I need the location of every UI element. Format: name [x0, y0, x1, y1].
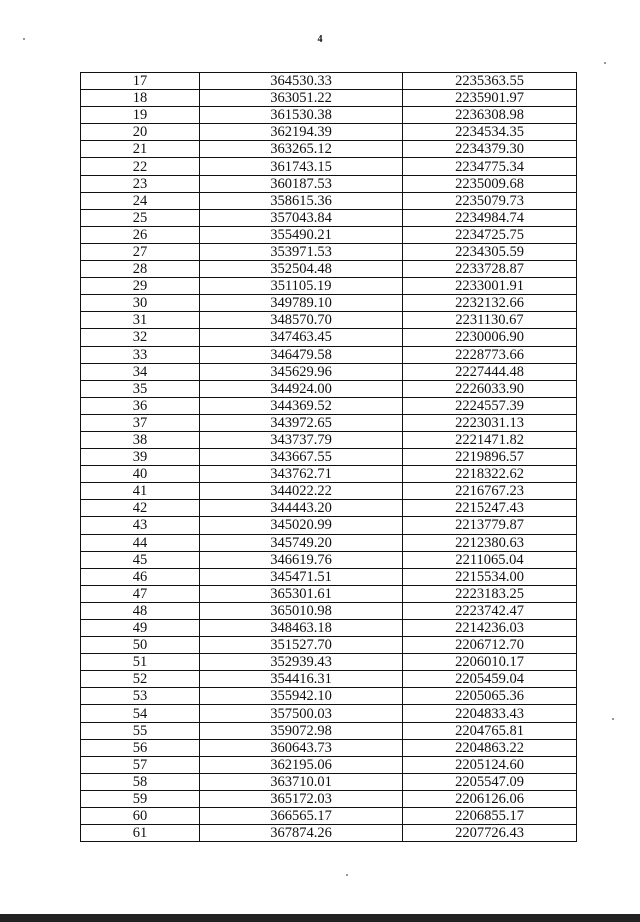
y-coordinate-cell: 2228773.66	[403, 346, 577, 363]
table-row	[81, 209, 577, 226]
y-coordinate-cell: 2235079.73	[403, 192, 577, 209]
point-number-cell: 30	[81, 295, 200, 312]
table-row	[81, 312, 577, 329]
y-coordinate-cell: 2234534.35	[403, 124, 577, 141]
y-coordinate-cell: 2206010.17	[403, 654, 577, 671]
x-coordinate-cell: 354416.31	[200, 671, 403, 688]
table-row	[81, 773, 577, 790]
table-row	[81, 534, 577, 551]
x-coordinate-cell: 344369.52	[200, 397, 403, 414]
table-row	[81, 466, 577, 483]
y-coordinate-cell: 2218322.62	[403, 466, 577, 483]
point-number-cell: 44	[81, 534, 200, 551]
table-row	[81, 483, 577, 500]
y-coordinate-cell: 2205459.04	[403, 671, 577, 688]
x-coordinate-cell: 365172.03	[200, 790, 403, 807]
y-coordinate-cell: 2205124.60	[403, 756, 577, 773]
y-coordinate-cell: 2234305.59	[403, 243, 577, 260]
table-row	[81, 654, 577, 671]
x-coordinate-cell: 355490.21	[200, 226, 403, 243]
x-coordinate-cell: 361743.15	[200, 158, 403, 175]
point-number-cell: 23	[81, 175, 200, 192]
x-coordinate-cell: 344022.22	[200, 483, 403, 500]
point-number-cell: 49	[81, 620, 200, 637]
y-coordinate-cell: 2213779.87	[403, 517, 577, 534]
table-row	[81, 261, 577, 278]
y-coordinate-cell: 2205065.36	[403, 688, 577, 705]
table-row	[81, 243, 577, 260]
y-coordinate-cell: 2204765.81	[403, 722, 577, 739]
y-coordinate-cell: 2230006.90	[403, 329, 577, 346]
point-number-cell: 34	[81, 363, 200, 380]
table-row	[81, 790, 577, 807]
point-number-cell: 19	[81, 107, 200, 124]
scan-speck	[23, 38, 25, 40]
table-row	[81, 517, 577, 534]
x-coordinate-cell: 360187.53	[200, 175, 403, 192]
point-number-cell: 38	[81, 431, 200, 448]
y-coordinate-cell: 2235901.97	[403, 90, 577, 107]
point-number-cell: 50	[81, 637, 200, 654]
table-row	[81, 73, 577, 90]
scan-bottom-edge	[0, 914, 640, 922]
point-number-cell: 20	[81, 124, 200, 141]
table-row	[81, 739, 577, 756]
point-number-cell: 54	[81, 705, 200, 722]
table-row	[81, 226, 577, 243]
y-coordinate-cell: 2221471.82	[403, 431, 577, 448]
x-coordinate-cell: 363051.22	[200, 90, 403, 107]
y-coordinate-cell: 2227444.48	[403, 363, 577, 380]
point-number-cell: 37	[81, 414, 200, 431]
table-row	[81, 449, 577, 466]
x-coordinate-cell: 361530.38	[200, 107, 403, 124]
y-coordinate-cell: 2205547.09	[403, 773, 577, 790]
x-coordinate-cell: 343737.79	[200, 431, 403, 448]
table-row	[81, 346, 577, 363]
y-coordinate-cell: 2216767.23	[403, 483, 577, 500]
point-number-cell: 53	[81, 688, 200, 705]
point-number-cell: 55	[81, 722, 200, 739]
x-coordinate-cell: 358615.36	[200, 192, 403, 209]
y-coordinate-cell: 2236308.98	[403, 107, 577, 124]
y-coordinate-cell: 2206855.17	[403, 808, 577, 825]
y-coordinate-cell: 2223183.25	[403, 585, 577, 602]
x-coordinate-cell: 346619.76	[200, 551, 403, 568]
point-number-cell: 36	[81, 397, 200, 414]
x-coordinate-cell: 353971.53	[200, 243, 403, 260]
table-row	[81, 620, 577, 637]
coordinates-table-body	[81, 73, 577, 842]
table-row	[81, 722, 577, 739]
y-coordinate-cell: 2235009.68	[403, 175, 577, 192]
table-row	[81, 397, 577, 414]
x-coordinate-cell: 345749.20	[200, 534, 403, 551]
x-coordinate-cell: 363710.01	[200, 773, 403, 790]
point-number-cell: 47	[81, 585, 200, 602]
y-coordinate-cell: 2233001.91	[403, 278, 577, 295]
point-number-cell: 58	[81, 773, 200, 790]
y-coordinate-cell: 2206712.70	[403, 637, 577, 654]
point-number-cell: 60	[81, 808, 200, 825]
y-coordinate-cell: 2207726.43	[403, 825, 577, 842]
table-row	[81, 414, 577, 431]
x-coordinate-cell: 343667.55	[200, 449, 403, 466]
point-number-cell: 51	[81, 654, 200, 671]
table-row	[81, 141, 577, 158]
x-coordinate-cell: 345020.99	[200, 517, 403, 534]
table-row	[81, 278, 577, 295]
y-coordinate-cell: 2204863.22	[403, 739, 577, 756]
x-coordinate-cell: 360643.73	[200, 739, 403, 756]
x-coordinate-cell: 351105.19	[200, 278, 403, 295]
x-coordinate-cell: 363265.12	[200, 141, 403, 158]
point-number-cell: 17	[81, 73, 200, 90]
x-coordinate-cell: 365010.98	[200, 602, 403, 619]
y-coordinate-cell: 2212380.63	[403, 534, 577, 551]
x-coordinate-cell: 351527.70	[200, 637, 403, 654]
x-coordinate-cell: 362194.39	[200, 124, 403, 141]
x-coordinate-cell: 365301.61	[200, 585, 403, 602]
point-number-cell: 56	[81, 739, 200, 756]
x-coordinate-cell: 345471.51	[200, 568, 403, 585]
table-row	[81, 568, 577, 585]
x-coordinate-cell: 359072.98	[200, 722, 403, 739]
y-coordinate-cell: 2223031.13	[403, 414, 577, 431]
y-coordinate-cell: 2206126.06	[403, 790, 577, 807]
point-number-cell: 43	[81, 517, 200, 534]
x-coordinate-cell: 344443.20	[200, 500, 403, 517]
table-row	[81, 688, 577, 705]
table-row	[81, 500, 577, 517]
table-row	[81, 90, 577, 107]
x-coordinate-cell: 362195.06	[200, 756, 403, 773]
y-coordinate-cell: 2204833.43	[403, 705, 577, 722]
table-row	[81, 192, 577, 209]
table-row	[81, 124, 577, 141]
point-number-cell: 29	[81, 278, 200, 295]
x-coordinate-cell: 357500.03	[200, 705, 403, 722]
table-row	[81, 602, 577, 619]
table-row	[81, 295, 577, 312]
coordinates-table	[80, 72, 577, 842]
point-number-cell: 46	[81, 568, 200, 585]
table-row	[81, 431, 577, 448]
x-coordinate-cell: 345629.96	[200, 363, 403, 380]
table-row	[81, 175, 577, 192]
x-coordinate-cell: 355942.10	[200, 688, 403, 705]
table-row	[81, 329, 577, 346]
x-coordinate-cell: 352504.48	[200, 261, 403, 278]
y-coordinate-cell: 2231130.67	[403, 312, 577, 329]
y-coordinate-cell: 2211065.04	[403, 551, 577, 568]
table-row	[81, 825, 577, 842]
table-row	[81, 551, 577, 568]
x-coordinate-cell: 364530.33	[200, 73, 403, 90]
point-number-cell: 26	[81, 226, 200, 243]
y-coordinate-cell: 2223742.47	[403, 602, 577, 619]
point-number-cell: 52	[81, 671, 200, 688]
point-number-cell: 42	[81, 500, 200, 517]
table-row	[81, 756, 577, 773]
page-number: 4	[317, 34, 323, 45]
y-coordinate-cell: 2215247.43	[403, 500, 577, 517]
point-number-cell: 22	[81, 158, 200, 175]
point-number-cell: 39	[81, 449, 200, 466]
x-coordinate-cell: 349789.10	[200, 295, 403, 312]
point-number-cell: 41	[81, 483, 200, 500]
point-number-cell: 35	[81, 380, 200, 397]
x-coordinate-cell: 343972.65	[200, 414, 403, 431]
y-coordinate-cell: 2214236.03	[403, 620, 577, 637]
point-number-cell: 27	[81, 243, 200, 260]
table-row	[81, 585, 577, 602]
scan-speck	[604, 62, 606, 64]
scan-speck	[346, 874, 348, 876]
point-number-cell: 28	[81, 261, 200, 278]
point-number-cell: 32	[81, 329, 200, 346]
point-number-cell: 61	[81, 825, 200, 842]
x-coordinate-cell: 343762.71	[200, 466, 403, 483]
point-number-cell: 40	[81, 466, 200, 483]
y-coordinate-cell: 2233728.87	[403, 261, 577, 278]
y-coordinate-cell: 2215534.00	[403, 568, 577, 585]
point-number-cell: 59	[81, 790, 200, 807]
table-row	[81, 705, 577, 722]
x-coordinate-cell: 357043.84	[200, 209, 403, 226]
x-coordinate-cell: 367874.26	[200, 825, 403, 842]
y-coordinate-cell: 2234379.30	[403, 141, 577, 158]
y-coordinate-cell: 2232132.66	[403, 295, 577, 312]
y-coordinate-cell: 2234725.75	[403, 226, 577, 243]
x-coordinate-cell: 366565.17	[200, 808, 403, 825]
x-coordinate-cell: 344924.00	[200, 380, 403, 397]
point-number-cell: 24	[81, 192, 200, 209]
table-row	[81, 637, 577, 654]
table-row	[81, 380, 577, 397]
table-row	[81, 671, 577, 688]
x-coordinate-cell: 348570.70	[200, 312, 403, 329]
y-coordinate-cell: 2224557.39	[403, 397, 577, 414]
table-row	[81, 158, 577, 175]
y-coordinate-cell: 2234775.34	[403, 158, 577, 175]
point-number-cell: 21	[81, 141, 200, 158]
table-row	[81, 107, 577, 124]
x-coordinate-cell: 352939.43	[200, 654, 403, 671]
y-coordinate-cell: 2226033.90	[403, 380, 577, 397]
point-number-cell: 57	[81, 756, 200, 773]
table-row	[81, 808, 577, 825]
point-number-cell: 25	[81, 209, 200, 226]
point-number-cell: 31	[81, 312, 200, 329]
scan-speck	[612, 718, 614, 720]
table-row	[81, 363, 577, 380]
y-coordinate-cell: 2235363.55	[403, 73, 577, 90]
point-number-cell: 48	[81, 602, 200, 619]
x-coordinate-cell: 346479.58	[200, 346, 403, 363]
x-coordinate-cell: 348463.18	[200, 620, 403, 637]
x-coordinate-cell: 347463.45	[200, 329, 403, 346]
y-coordinate-cell: 2234984.74	[403, 209, 577, 226]
point-number-cell: 45	[81, 551, 200, 568]
y-coordinate-cell: 2219896.57	[403, 449, 577, 466]
point-number-cell: 33	[81, 346, 200, 363]
point-number-cell: 18	[81, 90, 200, 107]
